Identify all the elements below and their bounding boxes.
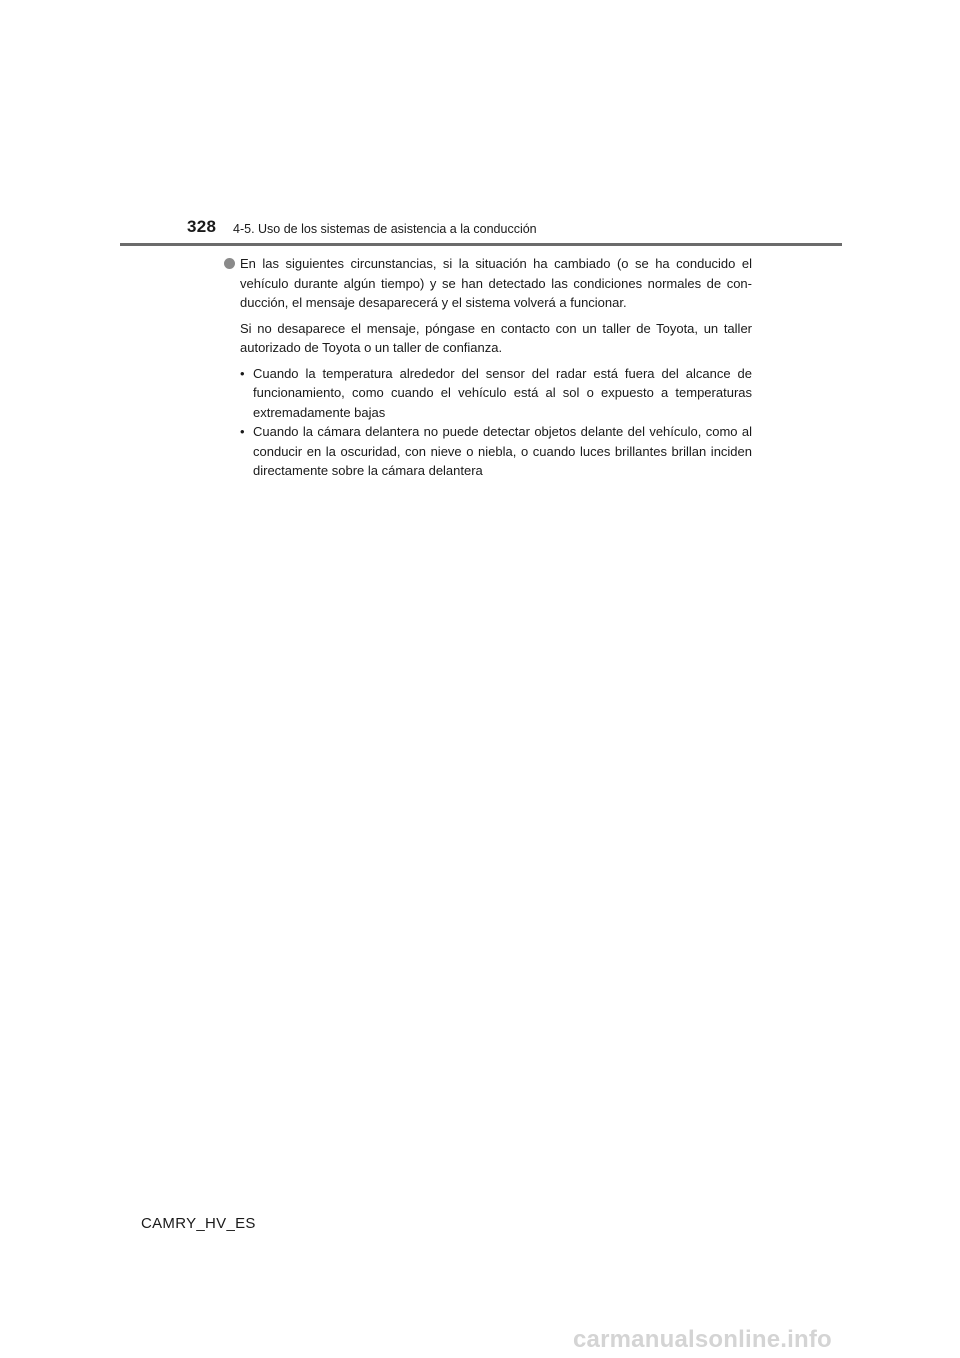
list-bullet-icon: • (240, 424, 245, 439)
main-bullet-text: En las siguientes circunstancias, si la situación ha cambiado (o se ha conducido el vehículo durante algún tiempo) y se han detectado las condiciones normales de con-ducción, el mensaje desaparecerá y el sistema volverá a funcionar. (240, 256, 752, 310)
manual-code: CAMRY_HV_ES (141, 1215, 256, 1232)
list-bullet-icon: • (240, 365, 245, 381)
list-item-text: Cuando la temperatura alrededor del sensor del radar está fuera del alcance de funcionamiento, como cuando el vehículo está al sol o expuesto a temperaturas extremadamente bajas (253, 365, 752, 420)
section-title: 4-5. Uso de los sistemas de asistencia a la conducción (233, 222, 537, 236)
page-number: 328 (187, 217, 217, 236)
list-item (240, 422, 752, 481)
watermark: carmanualsonline.info (573, 1326, 832, 1353)
list-item-text: Cuando la cámara delantera no puede detectar objetos delante del vehículo, como al conducir en la oscuridad, con nieve o niebla, o cuando luces brillantes brillan inciden directamente sobre la cámara delantera (253, 424, 752, 478)
bullet-circle-icon (224, 258, 235, 269)
content-body (240, 254, 752, 481)
main-bullet (240, 254, 752, 313)
header-divider (120, 243, 842, 246)
list-item (240, 364, 752, 423)
condition-list (240, 364, 752, 481)
note-paragraph: Si no desaparece el mensaje, póngase en contacto con un taller de Toyota, un taller autorizado de Toyota o un taller de confianza. (240, 320, 752, 355)
